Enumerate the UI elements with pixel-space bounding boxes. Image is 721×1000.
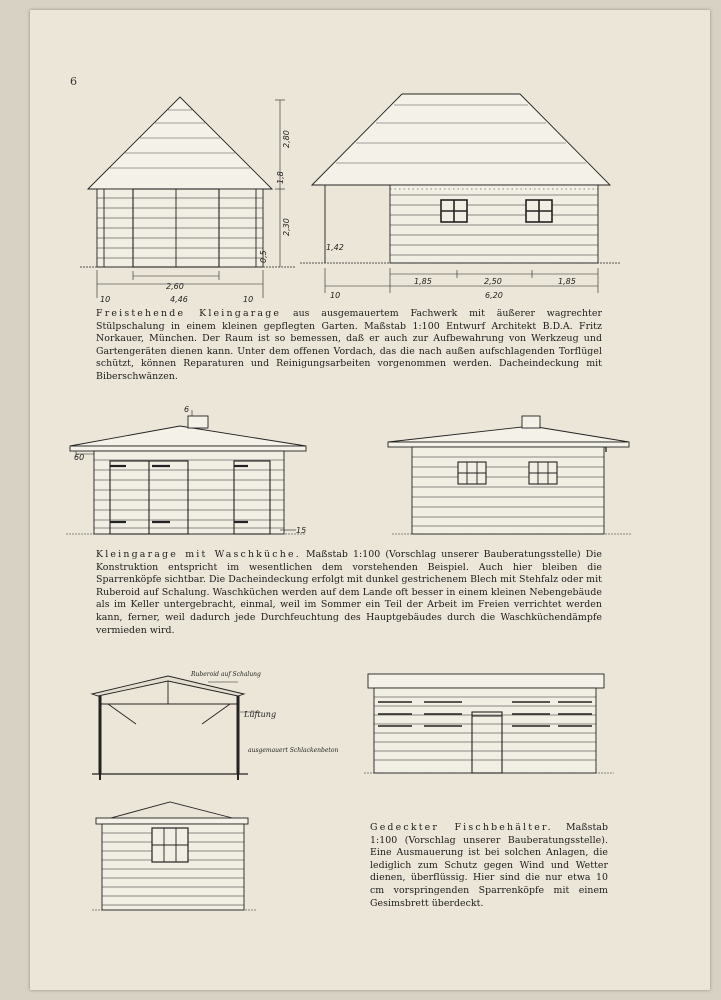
fig1-dim-inner: 2,60 — [166, 282, 184, 291]
figure3-caption-body: Maßstab 1:100 (Vorschlag unserer Bauberatungsstelle). Eine Ausmauerung ist bei solchen Anlagen, die lediglich zum Schutz gegen Wind und Wetter dienen, überflüssig. Hier sind die nur etwa 10 cm vorspringenden Sparrenköpfe mit einem Gesimsbrett überdeckt. — [370, 822, 609, 909]
fig1-dim-r-left: 1,85 — [414, 277, 432, 286]
figure3-caption-lead: Gedeckter Fischbehälter. — [370, 822, 553, 833]
fig1-dim-side-b: 10 — [243, 295, 254, 304]
figure2-caption-body: Maßstab 1:100 (Vorschlag unserer Bauberatungsstelle) Die Konstruktion entspricht im wesentlichen dem vorstehenden Beispiel. Auch hier bleiben die Sparrenköpfe sichtbar. Die Dacheindeckung erfolgt mit dunkel gestrichenem Blech mit Stehfalz oder mit Ruberoid auf Schalung. Waschküchen werden auf dem Lande oft besser in einem kleinen Nebengebäude als im Keller untergebracht, einmal, weil im Sommer ein Teil der Arbeit im Freien verrichtet werden kann, ferner, weil dadurch jede Durchfeuchtung des Hauptgebäudes durch die Waschküchendämpfe vermieden wird. — [96, 549, 602, 636]
figure2-drawing — [66, 404, 636, 540]
fig3-note-roof: Ruberoid auf Schalung — [191, 671, 261, 678]
fig1-right-wall — [390, 185, 598, 263]
fig1-dim-width: 4,46 — [170, 295, 188, 304]
fig1-dim-r-side: 1,42 — [326, 243, 344, 252]
figure1-drawing — [80, 88, 620, 308]
fig1-dim-plinth: 0,5 — [259, 250, 268, 263]
figure1-caption-body: aus ausgemauertem Fachwerk mit äußerer wagrechter Stülpschalung in einem kleinen gepflegten Garten. Maßstab 1:100 Entwurf Architekt B.D.A. Fritz Norkauer, München. Der Raum ist so bemessen, daß er auch zur Aufbewahrung von Werkzeug und Gartengeräten dienen kann. Unter dem offenen Vordach, das die nach außen aufschlagenden Torflügel schützt, können Reparaturen und Reinigungsarbeiten vorgenommen werden. Dacheindeckung mit Biberschwänzen. — [96, 308, 602, 382]
fig2-left-fascia — [70, 446, 306, 451]
fig1-dim-side-a: 10 — [100, 295, 111, 304]
fig1-dim-eave: 2,30 — [282, 218, 291, 236]
fig1-dim-r-total: 6,20 — [485, 291, 503, 300]
fig2-dim-top: 6 — [184, 405, 190, 414]
figure3-section — [88, 662, 339, 787]
figure1-caption — [96, 308, 602, 384]
fig1-dim-roof: 2,80 — [282, 130, 291, 148]
figure2-caption — [96, 549, 602, 637]
fig2-dim-base: 15 — [296, 526, 307, 535]
figure3-caption — [370, 822, 608, 910]
fig1-dim-r-right: 1,85 — [558, 277, 576, 286]
fig1-dim-eave-mark: 1,8 — [276, 171, 285, 184]
fig1-left-roof — [88, 97, 272, 189]
figure3-gable — [92, 800, 257, 915]
fig1-right-roof — [312, 94, 610, 185]
fig1-dim-r-plinth: 10 — [330, 291, 341, 300]
fig1-dim-r-center: 2,50 — [484, 277, 502, 286]
page-number: 6 — [70, 75, 77, 88]
figure3-long-side — [364, 668, 614, 778]
fig3-note-wall: ausgemauert Schlackenbeton — [248, 747, 339, 754]
fig2-right-wall — [412, 447, 604, 534]
fig2-dim-eave: 60 — [74, 453, 85, 462]
fig3-note-vent: Lüftung — [244, 710, 277, 719]
figure1-caption-lead: Freistehende Kleingarage — [96, 308, 282, 319]
figure2-caption-lead: Kleingarage mit Waschküche. — [96, 549, 301, 560]
